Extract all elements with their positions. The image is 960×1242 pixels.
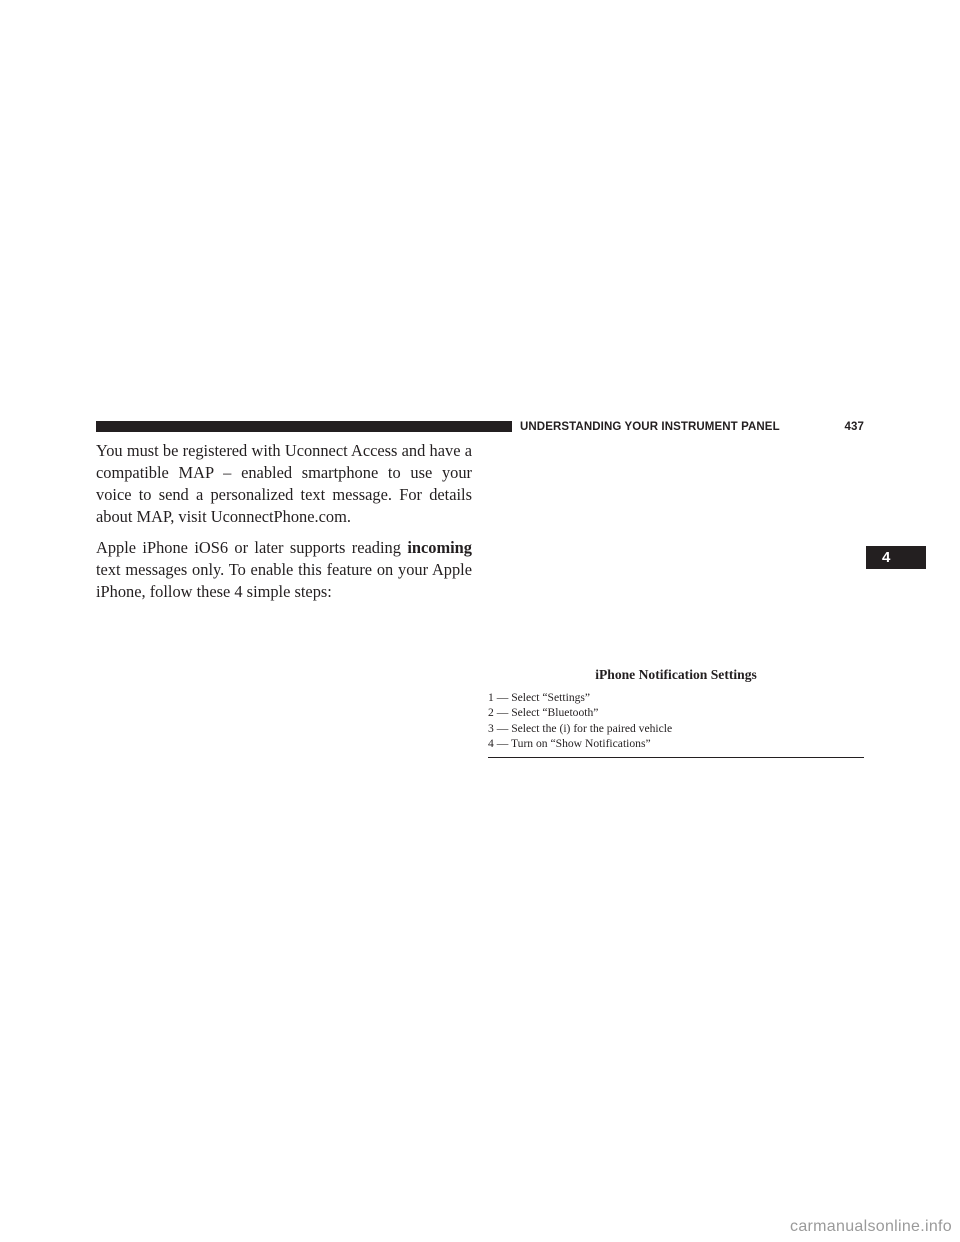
paragraph-iphone-end: text messages only. To enable this feature on your Apple iPhone, follow these 4 simple steps: bbox=[96, 560, 472, 601]
paragraph-map: You must be registered with Uconnect Access and have a compatible MAP – enabled smartphone to use your voice to send a personalized text message. For details about MAP, visit UconnectPhone.com. bbox=[96, 441, 472, 526]
legend-item-2: 2 — Select “Bluetooth” bbox=[488, 706, 599, 720]
chapter-tab: 4 bbox=[866, 546, 926, 569]
header-rule bbox=[96, 421, 512, 432]
running-header bbox=[520, 419, 864, 435]
figure-caption: iPhone Notification Settings bbox=[595, 667, 757, 682]
legend-item-1: 1 — Select “Settings” bbox=[488, 691, 591, 704]
section-title: UNDERSTANDING YOUR INSTRUMENT PANEL bbox=[520, 421, 780, 433]
page-number: 437 bbox=[844, 421, 864, 433]
footer-watermark: carmanualsonline.info bbox=[790, 1218, 952, 1235]
paragraph-iphone-emphasis: incoming bbox=[407, 538, 472, 557]
figure-image-area bbox=[488, 440, 864, 656]
paragraph-iphone-start: Apple iPhone iOS6 or later supports reading bbox=[96, 538, 408, 557]
legend-item-4: 4 — Turn on “Show Notifications” bbox=[488, 736, 651, 750]
figure-legend bbox=[488, 690, 864, 758]
body-text bbox=[96, 440, 472, 612]
paragraph-iphone bbox=[96, 537, 472, 603]
legend-item-3: 3 — Select the (i) for the paired vehicle bbox=[488, 721, 673, 735]
